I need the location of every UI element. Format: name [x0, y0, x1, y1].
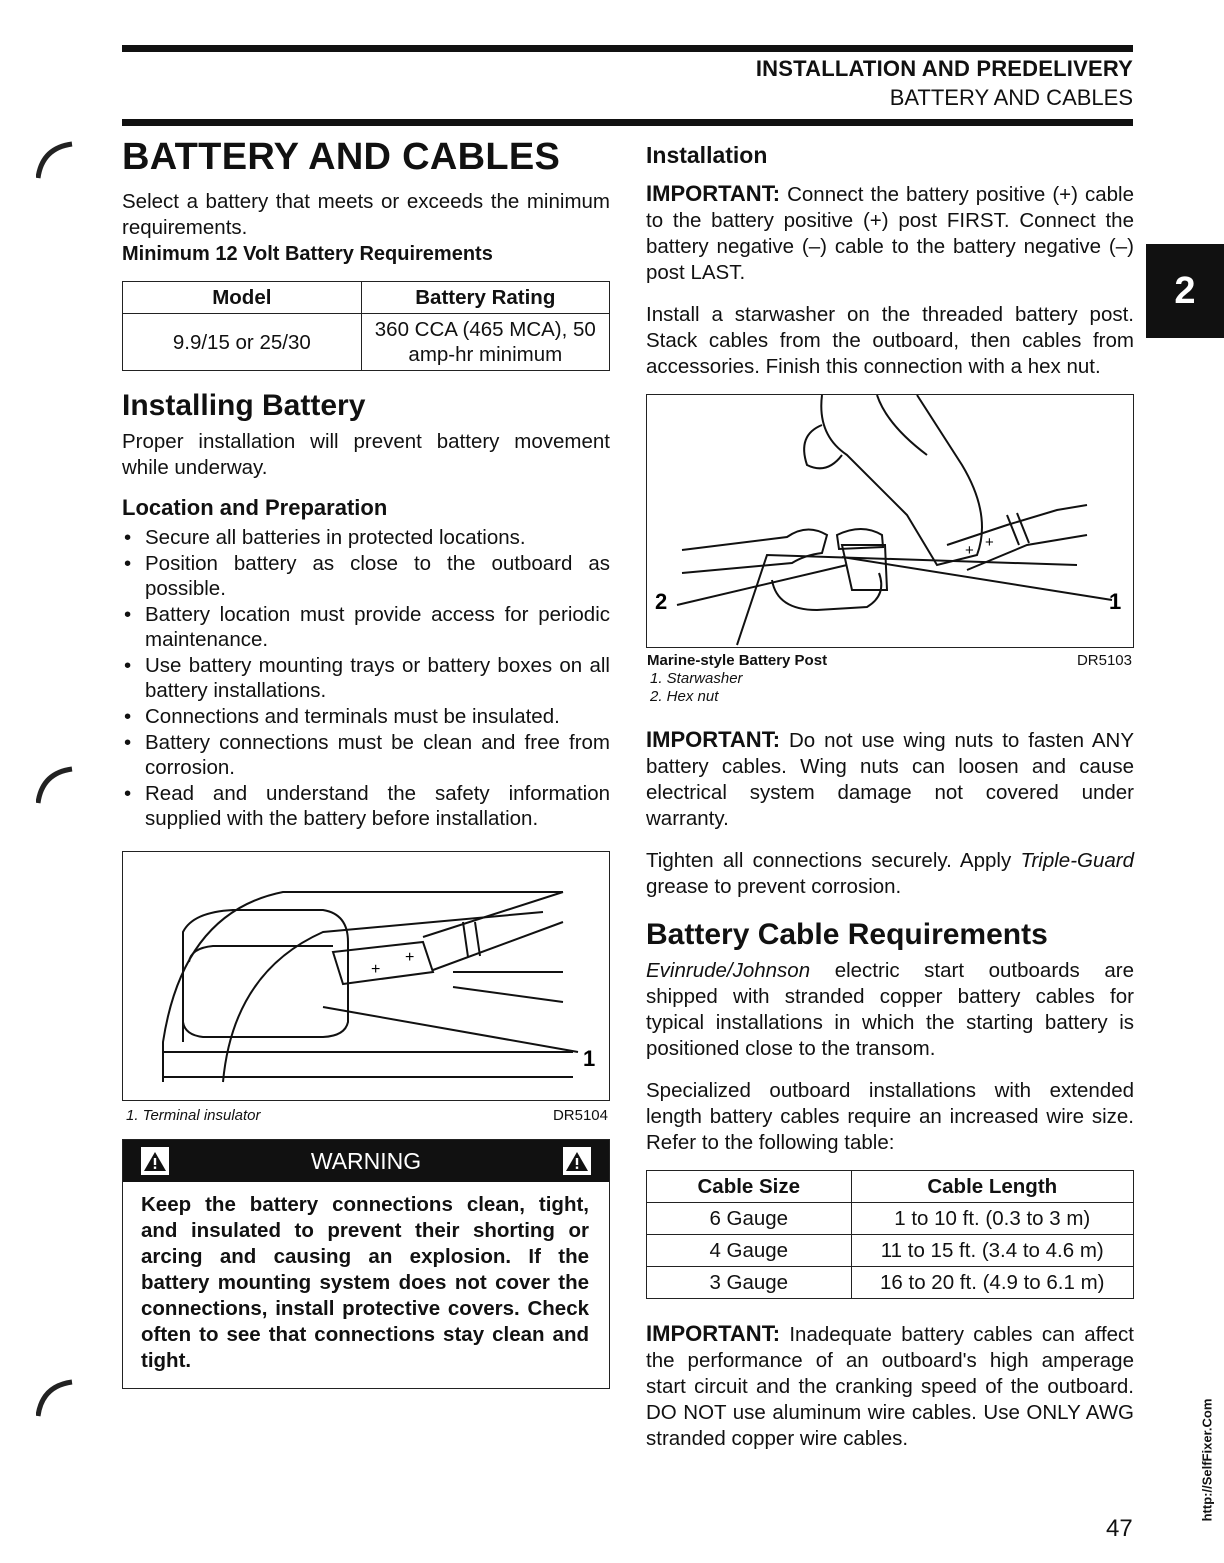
callout-number: 1: [583, 1046, 596, 1071]
list-item: • Battery location must provide access for periodic maintenance.: [122, 602, 610, 652]
specialized-text: Specialized outboard installations with extended length battery cables require an increased wire size. Refer to the following table:: [646, 1079, 1134, 1154]
important-note-1: [646, 181, 1134, 286]
warning-box: [122, 1139, 610, 1389]
table-cell: 360 CCA (465 MCA), 50 amp-hr minimum: [361, 314, 609, 371]
header-top-rule: [122, 45, 1133, 52]
binder-mark: [36, 1378, 76, 1418]
list-item: • Connections and terminals must be insulated.: [122, 704, 610, 729]
table-cell: 16 to 20 ft. (4.9 to 6.1 m): [851, 1267, 1133, 1299]
table-row: [647, 1203, 1134, 1235]
important-label: IMPORTANT:: [646, 727, 781, 752]
table-header: Battery Rating: [361, 282, 609, 314]
cable-intro-text: [646, 958, 1134, 1062]
tighten-text: [646, 848, 1134, 900]
text-run: Tighten all connections securely. Apply: [646, 849, 1021, 872]
chapter-tab: 2: [1146, 244, 1224, 338]
header-section-subtitle: BATTERY AND CABLES: [889, 85, 1133, 110]
terminal-insulator-figure: [122, 851, 610, 1101]
location-heading: Location and Preparation: [122, 495, 388, 520]
product-name: Triple-Guard: [1020, 849, 1134, 872]
list-item: • Read and understand the safety information supplied with the battery before installation.: [122, 781, 610, 831]
plus-sign: +: [405, 949, 415, 966]
plus-sign: +: [985, 534, 994, 551]
cable-requirements-heading: Battery Cable Requirements: [646, 918, 1048, 951]
side-watermark-url: [1196, 1390, 1218, 1530]
warning-triangle-icon: [141, 1147, 169, 1175]
plus-sign: +: [965, 542, 974, 559]
right-column: [646, 132, 1134, 1452]
list-item: • Secure all batteries in protected locations.: [122, 525, 610, 550]
installing-battery-text: Proper installation will prevent battery movement while underway.: [122, 430, 610, 479]
battery-requirements-table: [122, 281, 610, 371]
important-note-2: [646, 727, 1134, 832]
warning-triangle-icon: [563, 1147, 591, 1175]
url-text: http://SelfFixer.Com: [1199, 1398, 1215, 1522]
installation-heading: Installation: [646, 142, 768, 168]
figure-code: DR5104: [552, 1107, 608, 1124]
binder-mark: [36, 765, 76, 805]
page-title: BATTERY AND CABLES: [122, 136, 561, 178]
warning-label: WARNING: [310, 1147, 422, 1174]
battery-post-illustration: [647, 395, 1131, 647]
important-text: Inadequate battery cables can affect the performance of an outboard's high amperage start circuit and the cranking speed of the outboard. DO NOT use aluminum wire cables. Use ONLY AWG stranded copper wire cables.: [646, 1323, 1134, 1450]
table-header: Cable Length: [851, 1171, 1133, 1203]
table-row: [123, 314, 610, 371]
important-note-3: [646, 1321, 1134, 1452]
table-row: [647, 1267, 1134, 1299]
text-run: grease to prevent corrosion.: [646, 875, 902, 898]
table-cell: 6 Gauge: [647, 1203, 852, 1235]
install-text: Install a starwasher on the threaded battery post. Stack cables from the outboard, then cables from accessories. Finish this connection with a hex nut.: [646, 303, 1134, 378]
important-text: Do not use wing nuts to fasten ANY battery cables. Wing nuts can loosen and cause electrical system damage not covered under warranty.: [646, 729, 1134, 830]
table-cell: 3 Gauge: [647, 1267, 852, 1299]
figure-caption-block: [646, 651, 1134, 707]
installing-battery-heading: Installing Battery: [122, 389, 366, 422]
table-cell: 11 to 15 ft. (3.4 to 4.6 m): [851, 1235, 1133, 1267]
important-text: Connect the battery positive (+) cable to the battery positive (+) post FIRST. Connect the battery negative (–) cable to the battery negative (–) post LAST.: [646, 183, 1134, 284]
table-cell: 4 Gauge: [647, 1235, 852, 1267]
warning-text: Keep the battery connections clean, tight, and insulated to prevent their shorting or arcing and causing an explosion. If the battery mounting system does not cover the connections, install protective covers. Check often to see that connections stay clean and tight.: [141, 1193, 589, 1372]
table-row: [647, 1235, 1134, 1267]
header-bottom-rule: [122, 119, 1133, 126]
figure-legend: 1. Terminal insulator: [126, 1107, 261, 1124]
text-run: electric start outboards are shipped with stranded copper battery cables for typical installations in which the starting battery is positioned close to the transom.: [646, 959, 1134, 1060]
brand-name: Evinrude/Johnson: [646, 959, 811, 982]
binder-mark: [36, 140, 76, 180]
left-column: [122, 132, 610, 1389]
callout-number: 2: [655, 589, 668, 614]
warning-bar: [123, 1140, 609, 1182]
figure-code: DR5103: [1076, 652, 1132, 669]
table-cell: 9.9/15 or 25/30: [123, 314, 362, 371]
battery-post-figure: [646, 394, 1134, 648]
intro-text: Select a battery that meets or exceeds the minimum requirements.: [122, 190, 610, 239]
important-label: IMPORTANT:: [646, 1321, 781, 1346]
callout-number: 1: [1109, 589, 1122, 614]
figure-caption-row: [122, 1105, 610, 1127]
list-item: • Battery connections must be clean and free from corrosion.: [122, 730, 610, 780]
figure-legend: 2. Hex nut: [650, 688, 719, 705]
table-cell: 1 to 10 ft. (0.3 to 3 m): [851, 1203, 1133, 1235]
cable-size-table: [646, 1170, 1134, 1299]
table-header-row: [647, 1171, 1134, 1203]
figure-title: Marine-style Battery Post: [647, 652, 828, 669]
important-label: IMPORTANT:: [646, 181, 781, 206]
plus-sign: +: [371, 961, 381, 978]
table-header-row: [123, 282, 610, 314]
table-header: Model: [123, 282, 362, 314]
battery-terminal-illustration: [123, 852, 609, 1100]
table-header: Cable Size: [647, 1171, 852, 1203]
battery-table-caption: Minimum 12 Volt Battery Requirements: [122, 243, 493, 265]
location-bullet-list: [122, 525, 610, 831]
list-item: • Use battery mounting trays or battery boxes on all battery installations.: [122, 653, 610, 703]
figure-legend: 1. Starwasher: [650, 670, 743, 687]
list-item: • Position battery as close to the outboard as possible.: [122, 551, 610, 601]
page-number: 47: [1106, 1515, 1133, 1542]
header-section-title: INSTALLATION AND PREDELIVERY: [755, 56, 1133, 81]
